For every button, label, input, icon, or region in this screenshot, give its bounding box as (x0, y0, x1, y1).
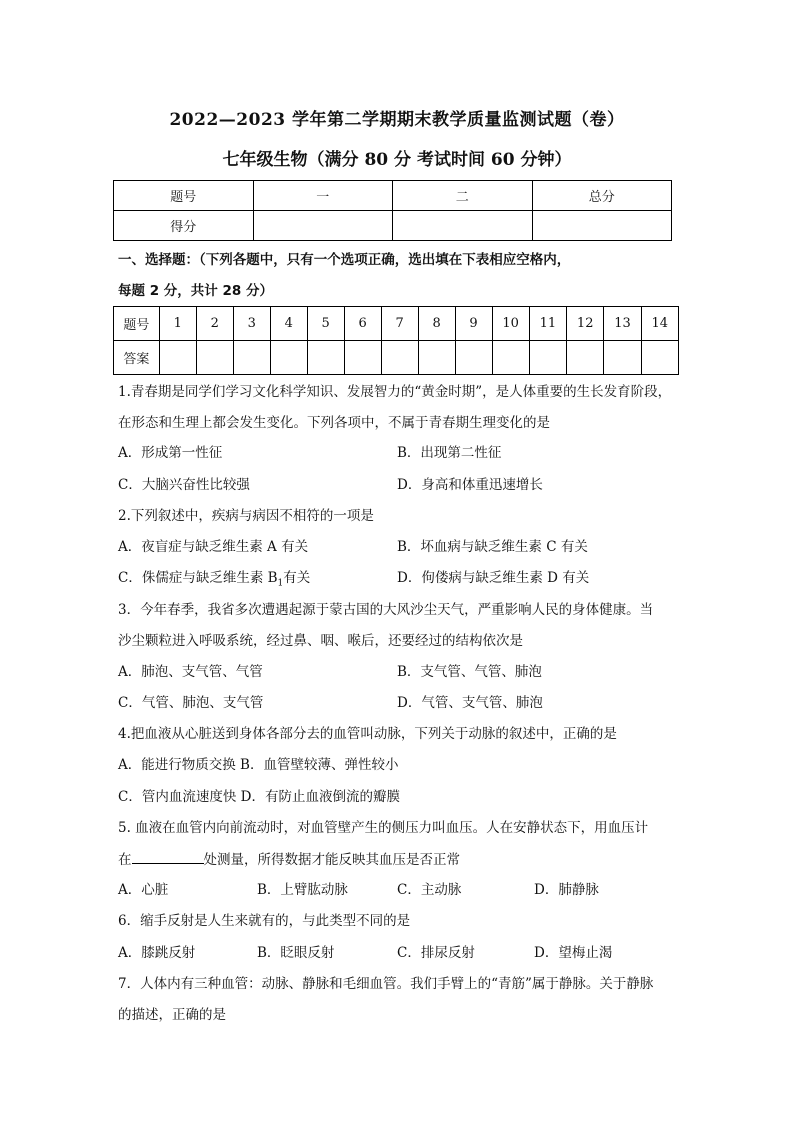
answer-number-cell: 1 (159, 307, 196, 341)
answer-number-cell: 13 (604, 307, 641, 341)
q2-option-c[interactable] (118, 568, 310, 588)
q7-stem-cont: 的描述，正确的是 (118, 1007, 226, 1023)
q1-stem-cont: 在形态和生理上都会发生变化。下列各项中，不属于青春期生理变化的是 (118, 415, 550, 431)
score-cell: 总分 (532, 181, 672, 211)
q5-option-d[interactable]: D．肺静脉 (534, 882, 599, 898)
q2-option-c-text: C．侏儒症与缺乏维生素 B (118, 570, 278, 586)
q1-option-b[interactable]: B．出现第二性征 (397, 445, 502, 461)
q2-option-c-subscript: 1 (277, 578, 284, 589)
answer-number-cell: 10 (492, 307, 529, 341)
q2-option-b[interactable]: B．坏血病与缺乏维生素 C 有关 (397, 539, 588, 555)
q3-option-c[interactable]: C．气管、肺泡、支气管 (118, 695, 264, 711)
score-cell: 二 (393, 181, 533, 211)
q3-stem: 3．今年春季，我省多次遭遇起源于蒙古国的大风沙尘天气，严重影响人民的身体健康。当 (118, 602, 654, 618)
q4-options-cd[interactable]: C．管内血流速度快 D．有防止血液倒流的瓣膜 (118, 789, 400, 805)
q2-option-a[interactable]: A．夜盲症与缺乏维生素 A 有关 (118, 539, 309, 555)
score-cell: 得分 (114, 211, 254, 241)
q4-stem: 4.把血液从心脏送到身体各部分去的血管叫动脉，下列关于动脉的叙述中，正确的是 (118, 726, 617, 742)
answer-number-cell: 12 (567, 307, 604, 341)
q3-option-d[interactable]: D．气管、支气管、肺泡 (397, 695, 543, 711)
q5-blank[interactable] (132, 849, 204, 864)
q5-option-a[interactable]: A．心脏 (118, 882, 169, 898)
questions (118, 0, 678, 1123)
answer-row-label: 答案 (114, 341, 160, 375)
answer-number-cell: 14 (641, 307, 678, 341)
q6-option-d[interactable]: D．望梅止渴 (534, 945, 613, 961)
q5-option-c[interactable]: C．主动脉 (397, 882, 462, 898)
q1-option-a[interactable]: A．形成第一性征 (118, 445, 223, 461)
q3-stem-cont: 沙尘颗粒进入呼吸系统，经过鼻、咽、喉后，还要经过的结构依次是 (118, 633, 523, 649)
exam-subtitle: 七年级生物（满分 80 分 考试时间 60 分钟） (222, 150, 572, 170)
q5-stem: 5. 血液在血管内向前流动时，对血管壁产生的侧压力叫血压。人在安静状态下，用血压计 (118, 820, 649, 836)
q5-stem-cont (118, 849, 460, 869)
q2-option-d[interactable]: D．佝偻病与缺乏维生素 D 有关 (397, 570, 590, 586)
q2-stem: 2.下列叙述中，疾病与病因不相符的一项是 (118, 508, 374, 524)
answer-number-cell: 7 (381, 307, 418, 341)
answer-number-cell: 6 (344, 307, 381, 341)
score-cell: 一 (253, 181, 393, 211)
answer-number-cell: 9 (455, 307, 492, 341)
q6-option-c[interactable]: C．排尿反射 (397, 945, 475, 961)
q5-option-b[interactable]: B．上臂肱动脉 (257, 882, 348, 898)
q5-stem-prefix: 在 (118, 852, 132, 868)
q3-option-a[interactable]: A．肺泡、支气管、气管 (118, 664, 263, 680)
q5-stem-suffix: 处测量，所得数据才能反映其血压是否正常 (203, 852, 460, 868)
q6-option-a[interactable]: A．膝跳反射 (118, 945, 196, 961)
q7-stem: 7．人体内有三种血管：动脉、静脉和毛细血管。我们手臂上的“青筋”属于静脉。关于静脉 (118, 976, 654, 992)
q1-option-d[interactable]: D．身高和体重迅速增长 (397, 477, 543, 493)
answer-number-cell: 4 (270, 307, 307, 341)
q2-option-c-text-end: 有关 (283, 570, 311, 586)
q1-stem: 1.青春期是同学们学习文化科学知识、发展智力的“黄金时期”，是人体重要的生长发育阶段， (118, 384, 672, 400)
section1-heading: 一、选择题：（下列各题中，只有一个选项正确，选出填在下表相应空格内， (118, 252, 571, 268)
answer-number-cell: 3 (233, 307, 270, 341)
exam-title: 2022—2023 学年第二学期期末教学质量监测试题（卷） (169, 110, 625, 130)
answer-row-label: 题号 (114, 307, 160, 341)
answer-number-cell: 5 (307, 307, 344, 341)
q4-options-ab[interactable]: A．能进行物质交换 B．血管壁较薄、弹性较小 (118, 757, 399, 773)
q6-option-b[interactable]: B．眨眼反射 (257, 945, 335, 961)
q6-stem: 6．缩手反射是人生来就有的，与此类型不同的是 (118, 913, 411, 929)
q3-option-b[interactable]: B．支气管、气管、肺泡 (397, 664, 542, 680)
answer-number-cell: 8 (418, 307, 455, 341)
q1-option-c[interactable]: C．大脑兴奋性比较强 (118, 477, 250, 493)
answer-number-cell: 2 (196, 307, 233, 341)
score-cell: 题号 (114, 181, 254, 211)
answer-number-cell: 11 (529, 307, 566, 341)
section1-heading-cont: 每题 2 分，共计 28 分） (118, 283, 273, 299)
